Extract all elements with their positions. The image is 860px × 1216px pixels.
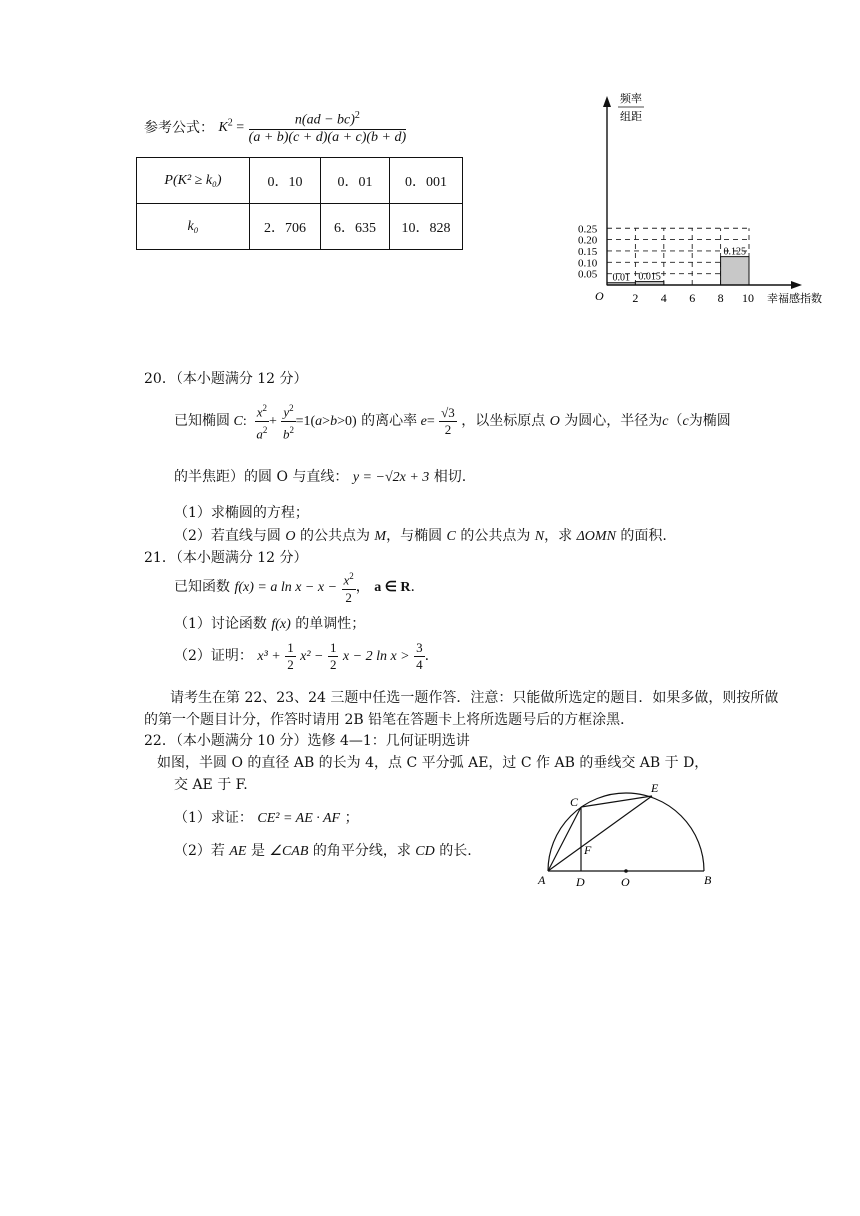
q20-part2: （2）若直线与圆 O 的公共点为 M，与椭圆 C 的公共点为 N，求 ΔOMN 的面积.	[174, 528, 667, 544]
label-o: O	[621, 875, 630, 888]
q21-part2: （2）证明： x³ + $\frac{1}{2}$ x² − $\frac{1}{2}$ x − 2 ln x > $\frac{3}{4}$ .	[174, 639, 430, 672]
label-b: B	[704, 873, 712, 887]
x-tick-label: 4	[660, 291, 667, 305]
y-label-top: 频率	[620, 93, 642, 105]
y-axis-arrow	[603, 96, 611, 107]
formula-line: 参考公式： $K^2$ = $\frac{n(ad - bc)^2}{(a + b)(c + d)(a + c)(b + d)}$	[144, 110, 407, 145]
y-tick-label: 0.10	[578, 257, 598, 270]
notice-line2: 的第一个题目计分，作答时请用 2B 铅笔在答题卡上将所选题号后的方框涂黑．	[144, 712, 635, 728]
q22-part1: （1）求证： CE² = AE · AF ；	[174, 810, 359, 826]
table-cell: 0．001	[390, 158, 463, 204]
x-tick-label: 2	[632, 291, 639, 305]
formula-label: 参考公式：	[144, 119, 214, 136]
q20-header: 20．（本小题满分 12 分）	[144, 371, 308, 387]
y-tick-label: 0.05	[578, 268, 598, 281]
q22-part2: （2）若 AE 是 ∠CAB 的角平分线，求 CD 的长.	[174, 843, 472, 859]
q21-header: 21．（本小题满分 12 分）	[144, 550, 308, 566]
center-point	[624, 869, 628, 873]
table-cell: 0．10	[250, 158, 321, 204]
formula-lhs: K	[218, 120, 228, 136]
x-tick-label: 8	[717, 291, 724, 305]
segment-ac	[548, 807, 581, 871]
q22-line2: 交 AE 于 F.	[174, 777, 248, 793]
q20-line2: 的半焦距）的圆 O 与直线： y = −√2x + 3 相切.	[174, 469, 467, 485]
segment-ae	[548, 796, 652, 871]
histogram-bar	[721, 257, 749, 285]
y-label-bottom: 组距	[620, 111, 642, 123]
q22-line1: 如图，半圆 O 的直径 AB 的长为 4，点 C 平分弧 AE，过 C 作 AB 的垂线交 AB 于 D，	[157, 755, 709, 771]
y-tick-label: 0.25	[578, 223, 598, 236]
label-a: A	[538, 873, 546, 887]
y-tick-label: 0.20	[578, 234, 598, 247]
proof-equation: CE² = AE · AF	[257, 811, 341, 826]
semicircle-figure	[530, 776, 730, 888]
q21-part1: （1）讨论函数 f(x) 的单调性；	[174, 616, 366, 632]
frequency-histogram	[560, 88, 850, 320]
formula-denominator: (a + b)(c + d)(a + c)(b + d)	[248, 129, 407, 145]
table-cell: 10．828	[390, 204, 463, 250]
q21-line1: 已知函数 f(x) = a ln x − x − $\frac{x^2}{2}$ ， a ∈ R.	[174, 568, 415, 606]
label-e: E	[651, 781, 659, 795]
label-f: F	[584, 843, 592, 857]
q20-part1: （1）求椭圆的方程；	[174, 505, 309, 521]
x-axis-label: 幸福感指数	[767, 293, 822, 305]
bar-value-label: 0.125	[723, 246, 747, 258]
x-tick-label: 6	[689, 291, 696, 305]
bar-value-label: 0.01	[612, 272, 630, 284]
table-cell: 0．01	[321, 158, 390, 204]
x-tick-label: 10	[742, 291, 754, 305]
label-c: C	[570, 795, 579, 809]
table-cell: 2．706	[250, 204, 321, 250]
notice-line1: 请考生在第 22、23、24 三题中任选一题作答．注意：只能做所选定的题目．如果多做，则按所做	[170, 690, 779, 706]
label-d: D	[576, 875, 585, 888]
origin-label: O	[595, 289, 604, 303]
bar-value-label: 0.015	[638, 271, 661, 283]
q20-line1: 已知椭圆 C: $\frac{x^2}{a^2}$ + $\frac{y^2}{b^2}$ =1(a>b>0) 的离心率 e= $\frac{√3}{2}$ ，以坐标原点 O 为圆心，半径为c（c为椭圆	[174, 399, 731, 443]
q22-header: 22．（本小题满分 10 分）选修 4—1：几何证明选讲	[144, 733, 470, 749]
table-cell: 6．635	[321, 204, 390, 250]
x-axis-arrow	[791, 281, 802, 289]
y-tick-label: 0.15	[578, 245, 598, 258]
function-definition: f(x) = a ln x − x −	[234, 580, 338, 595]
line-equation: y = −√2x + 3	[352, 470, 430, 485]
formula-fraction: $\frac{n(ad - bc)^2}{(a + b)(c + d)(a + c)(b + d)}$	[248, 110, 407, 145]
table-header-p: P(K² ≥ k₀)	[164, 172, 222, 188]
formula-numerator: n(ad − bc)	[294, 112, 355, 128]
critical-value-table	[136, 157, 463, 250]
table-header-k0: k₀	[187, 218, 199, 234]
